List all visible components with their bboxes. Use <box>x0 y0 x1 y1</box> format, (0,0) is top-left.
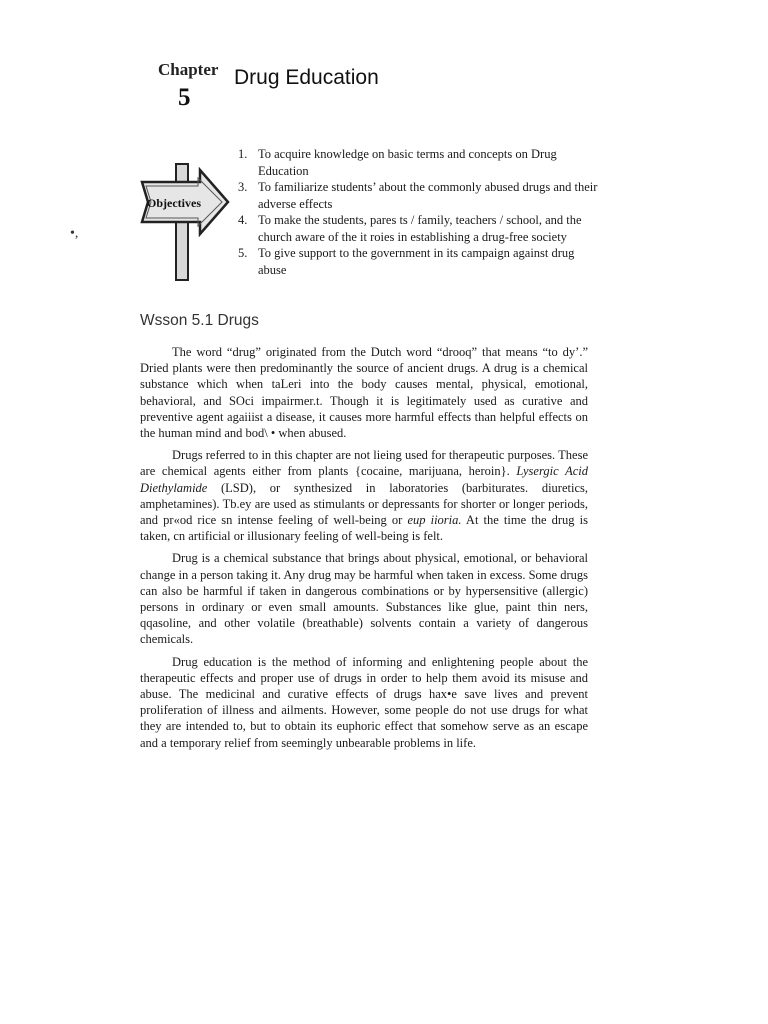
objective-item: 5. To give support to the government in its campaign against drug abuse <box>238 246 575 277</box>
objectives-signpost-icon <box>138 162 230 282</box>
chapter-word: Chapter <box>158 60 219 79</box>
objective-item: 3. To familiarize students’ about the commonly abused drugs and their adverse effects <box>238 180 598 211</box>
section-heading: Wsson 5.1 Drugs <box>140 312 259 329</box>
chapter-number: 5 <box>178 84 191 111</box>
stray-mark: •, <box>70 226 79 241</box>
paragraph-2: Drugs referred to in this chapter are not lieing used for therapeutic purposes. These are chemical agents either from plants {cocaine, marijuana, heroin}. Lysergic Acid Diethylamide (LSD), or synthesized in laboratories (barbiturates. diuretics, amphetamines). Tb.ey are used as stimulants or depressants for shorter or longer periods, and pr«od rice sn intense feeling of well-being or eup iioria. At the time the drug is taken, cn artificial or illusionary feeling of well-being is felt. <box>140 448 588 544</box>
body-text <box>140 344 588 757</box>
objective-item: 1. To acquire knowledge on basic terms and concepts on Drug Education <box>238 147 557 178</box>
objectives-sign-label: Objectives <box>147 196 201 210</box>
paragraph-4: Drug education is the method of informing and enlightening people about the therapeutic effects and proper use of drugs in order to help them avoid its misuse and abuse. The medicinal and curative effects of drugs hax•e save lives and prevent proliferation of illness and ailments. However, some people do not use drugs for what they are intended to, but to obtain its euphoric effect that somehow serve as an escape and a temporary relief from seemingly unbearable problems in life. <box>140 654 588 750</box>
page-title: Drug Education <box>234 66 379 89</box>
objective-item: 4. To make the students, pares ts / family, teachers / school, and the church aware of the it roies in establishing a drug-free society <box>238 213 582 244</box>
paragraph-1: The word “drug” originated from the Dutch word “drooq” that means “to dy’.” Dried plants were then predominantly the source of ancient drugs. A drug is a chemical substance which when taLeri into the body causes mental, physical, emotional, behavioral, and SOci impairmer.t. Though it is legitimately used as curative and preventive agent agaiiist a disease, it causes more harmful effects than helpful effects on the human mind and bod\ • when abused. <box>140 345 588 441</box>
paragraph-3: Drug is a chemical substance that brings about physical, emotional, or behavioral change in a person taking it. Any drug may be harmful when taken in excess. Some drugs can also be harmful if taken in dangerous combinations or by hypersensitive (allergic) persons in ordinary or even small amounts. Substances like glue, paint thin ners, qqasoline, and other volatile (breathable) solvents contain a variety of dangerous chemicals. <box>140 551 588 647</box>
objectives-list <box>238 146 598 278</box>
